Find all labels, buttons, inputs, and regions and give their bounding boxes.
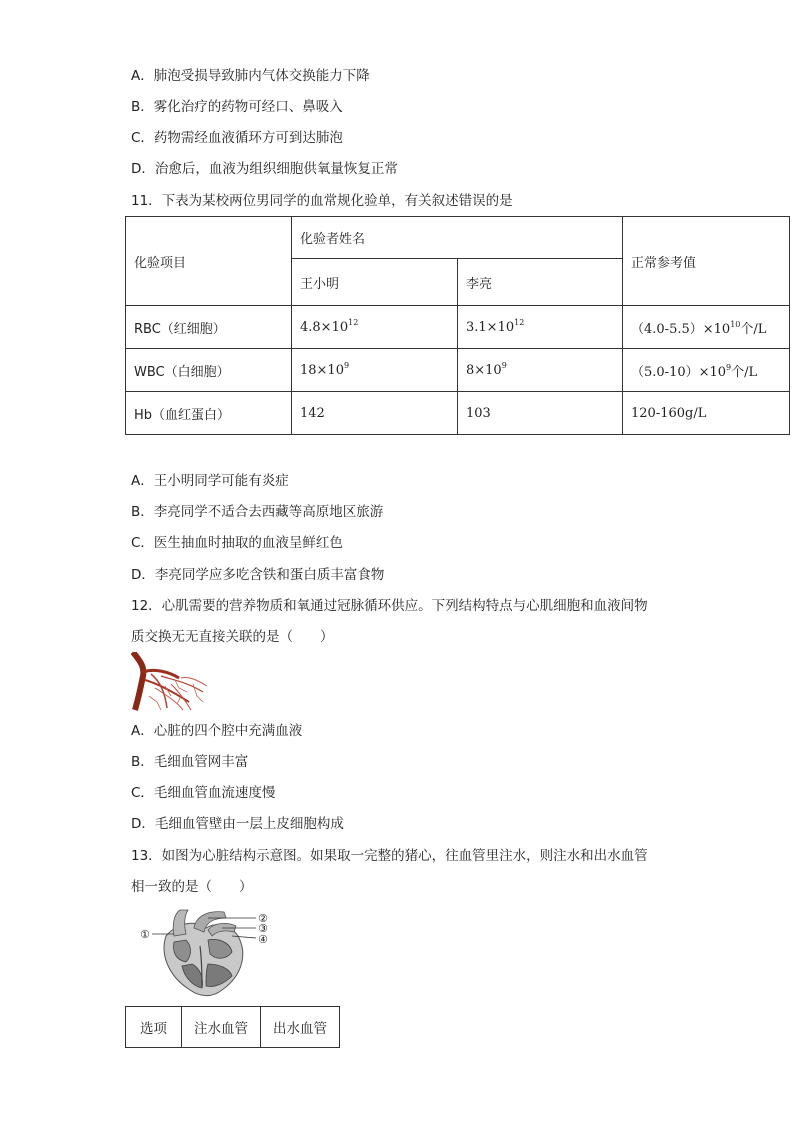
table-row (126, 349, 790, 392)
q12-stem-line-1: 12．心肌需要的营养物质和氧通过冠脉循环供应。下列结构特点与心肌细胞和血液间物 (131, 598, 648, 614)
header-person-2: 李亮 (458, 259, 623, 306)
q10-option-b: B．雾化治疗的药物可经口、鼻吸入 (131, 99, 343, 115)
row-reference-value: $(5.0-10)\times 10^9$个/L (623, 349, 790, 392)
header-outflow-vessel: 出水血管 (261, 1007, 340, 1048)
q12-option-a: A．心脏的四个腔中充满血液 (131, 723, 303, 739)
q10-option-c: C．药物需经血液循环方可到达肺泡 (131, 130, 343, 146)
q12-option-c: C．毛细血管血流速度慢 (131, 785, 276, 801)
q10-option-a: A．肺泡受损导致肺内气体交换能力下降 (131, 68, 370, 84)
row-item: RBC（红细胞） (126, 306, 292, 349)
header-inflow-vessel: 注水血管 (182, 1007, 261, 1048)
row-person-2-value: 103 (458, 392, 623, 435)
blood-test-table (125, 216, 790, 435)
q11-option-c: C．医生抽血时抽取的血液呈鲜红色 (131, 535, 343, 551)
q12-stem-line-2: 质交换无无直接关联的是（ ） (131, 629, 334, 645)
q13-stem-line-2: 相一致的是（ ） (131, 879, 253, 895)
table-row (126, 306, 790, 349)
header-reference: 正常参考值 (623, 217, 790, 306)
q12-option-b: B．毛细血管网丰富 (131, 754, 249, 770)
row-person-1-value: 142 (292, 392, 458, 435)
coronary-vessels-image (131, 652, 211, 712)
table-row (126, 392, 790, 435)
header-person-1: 王小明 (292, 259, 458, 306)
q11-option-a: A．王小明同学可能有炎症 (131, 473, 289, 489)
header-option: 选项 (126, 1007, 182, 1048)
row-item: WBC（白细胞） (126, 349, 292, 392)
q13-options-table (125, 1006, 340, 1048)
row-reference-value: $(4.0-5.5)\times 10^{10}$个/L (623, 306, 790, 349)
q10-option-d: D．治愈后，血液为组织细胞供氧量恢复正常 (131, 161, 398, 177)
q11-stem: 11．下表为某校两位男同学的血常规化验单，有关叙述错误的是 (131, 193, 513, 209)
q11-option-b: B．李亮同学不适合去西藏等高原地区旅游 (131, 504, 384, 520)
label-4: ④ (258, 933, 268, 946)
header-item: 化验项目 (126, 217, 292, 306)
row-person-2-value: $8\times 10^9$ (458, 349, 623, 392)
row-reference-value: 120-160g/L (623, 392, 790, 435)
label-2: ② (258, 912, 268, 925)
label-3: ③ (258, 922, 268, 935)
heart-diagram (138, 906, 278, 1002)
header-testers: 化验者姓名 (292, 217, 623, 259)
row-person-1-value: $4.8\times 10^{12}$ (292, 306, 458, 349)
q13-stem-line-1: 13．如图为心脏结构示意图。如果取一完整的猪心，往血管里注水，则注水和出水血管 (131, 848, 648, 864)
q12-option-d: D．毛细血管壁由一层上皮细胞构成 (131, 816, 344, 832)
row-person-2-value: $3.1\times 10^{12}$ (458, 306, 623, 349)
row-person-1-value: $18\times 10^9$ (292, 349, 458, 392)
row-item: Hb（血红蛋白） (126, 392, 292, 435)
q11-option-d: D．李亮同学应多吃含铁和蛋白质丰富食物 (131, 567, 385, 583)
label-1: ① (140, 928, 150, 941)
